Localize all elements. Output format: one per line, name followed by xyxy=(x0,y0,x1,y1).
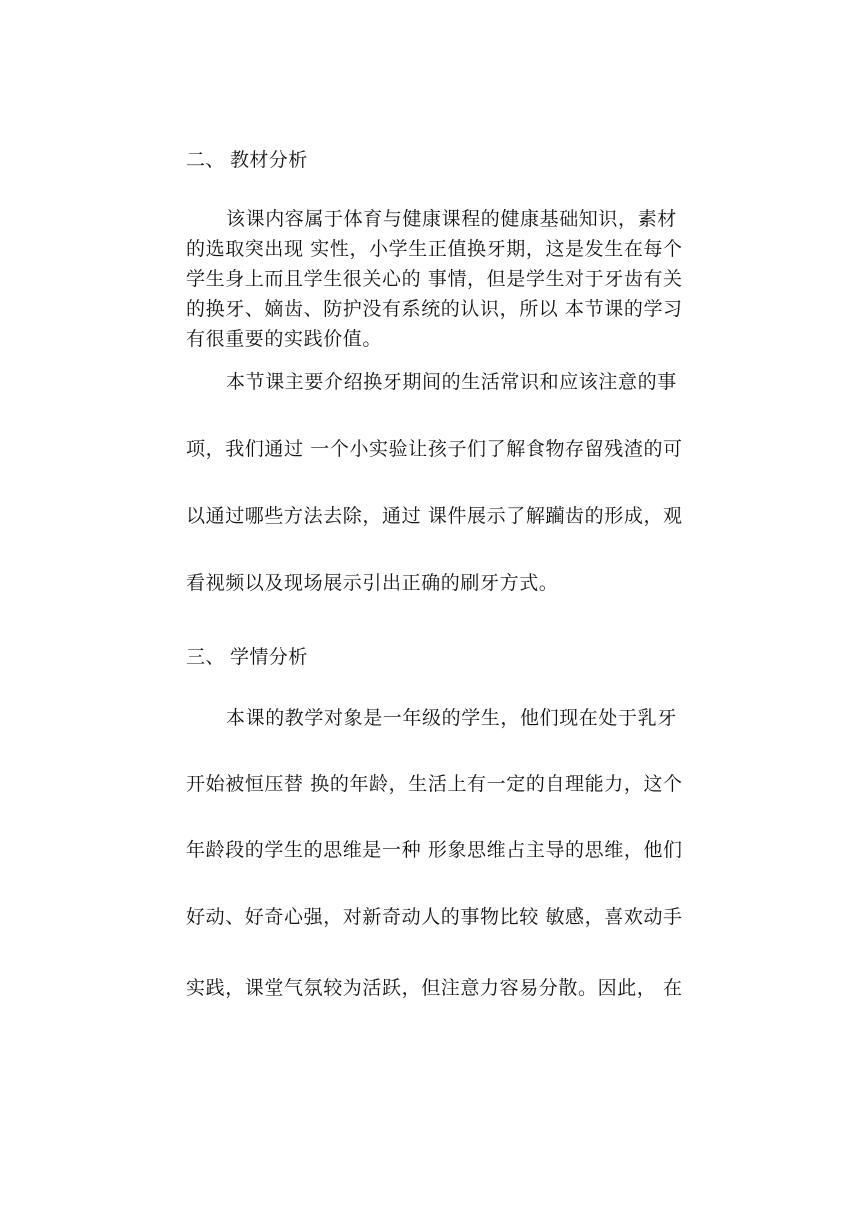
text-line: 好动、好奇心强，对新奇动人的事物比较 敏感，喜欢动手 xyxy=(186,906,683,928)
text-line: 项，我们通过 一个小实验让孩子们了解食物存留残渣的可 xyxy=(186,438,683,460)
section-number: 三、 xyxy=(186,646,225,668)
section-number: 二、 xyxy=(186,149,225,171)
text-line: 本节课主要介绍换牙期间的生活常识和应该注意的事 xyxy=(226,371,677,393)
text-line: 年龄段的学生的思维是一种 形象思维占主导的思维，他们 xyxy=(186,839,683,861)
text-line: 以通过哪些方法去除，通过 课件展示了解躏齿的形成，观 xyxy=(186,505,683,527)
text-line: 有很重要的实践价值。 xyxy=(186,328,383,350)
section-title: 教材分析 xyxy=(230,149,308,171)
text-line: 该课内容属于体育与健康课程的健康基础知识，素材 xyxy=(226,208,677,230)
text-line: 学生身上而且学生很关心的 事情，但是学生对于牙齿有关 xyxy=(186,268,683,290)
text-line: 的选取突出现 实性，小学生正值换牙期，这是发生在每个 xyxy=(186,238,683,260)
text-line: 开始被恒压替 换的年龄，生活上有一定的自理能力，这个 xyxy=(186,773,683,795)
section-heading-3 xyxy=(186,646,686,668)
section-heading-2 xyxy=(186,149,686,171)
section-title: 学情分析 xyxy=(230,646,308,668)
text-line: 的换牙、嫡齿、防护没有系统的认识，所以 本节课的学习 xyxy=(186,298,683,320)
text-line: 看视频以及现场展示引出正确的刷牙方式。 xyxy=(186,572,559,594)
text-line: 本课的教学对象是一年级的学生，他们现在处于乳牙 xyxy=(226,707,677,729)
text-line: 实践，课堂气氛较为活跃，但注意力容易分散。因此， 在 xyxy=(186,977,683,999)
